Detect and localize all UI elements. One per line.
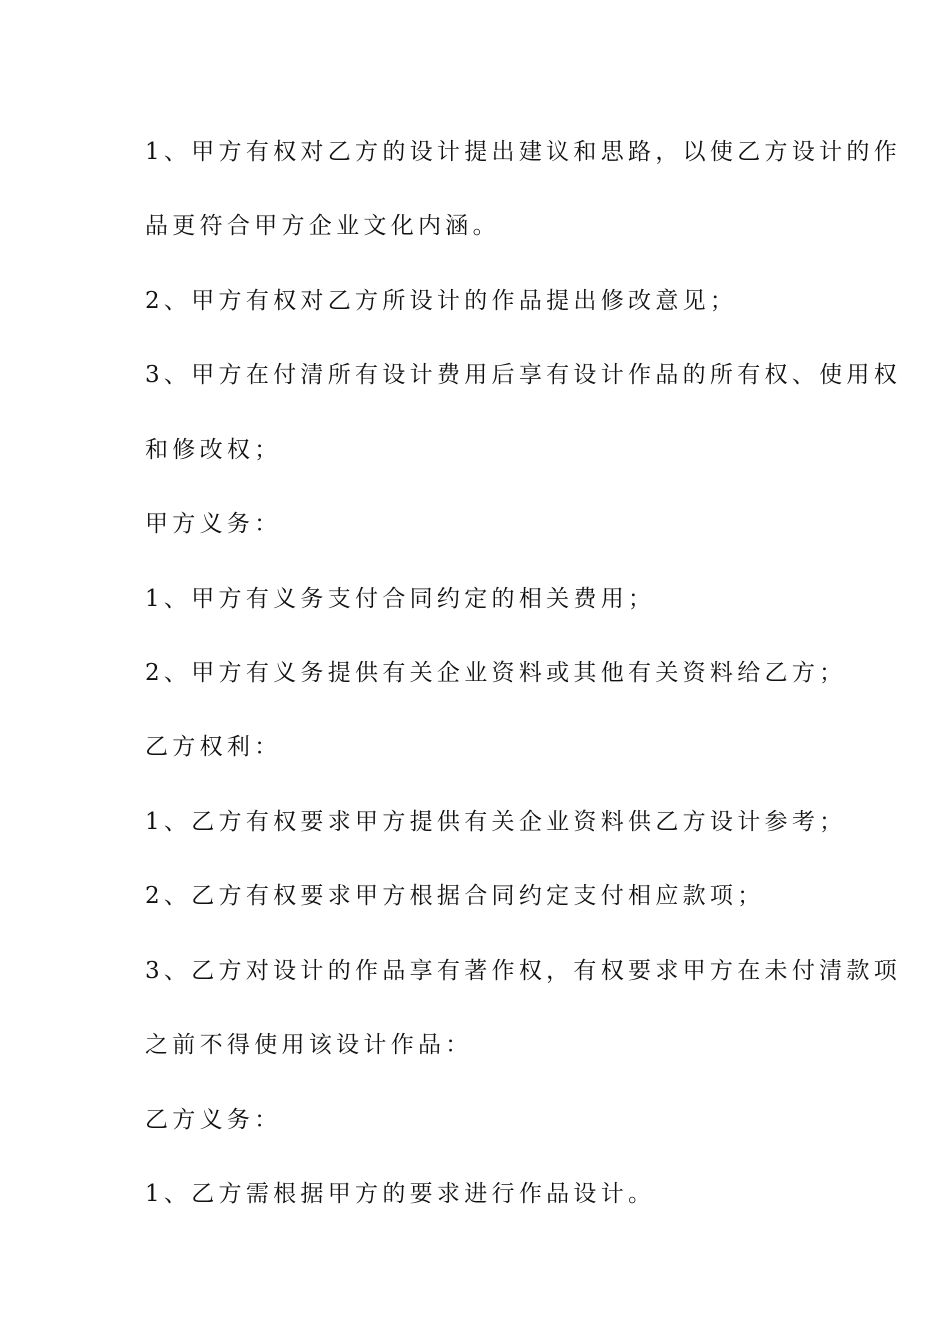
clause-party-a-right-1-line-2: 品更符合甲方企业文化内涵。	[145, 213, 500, 239]
section-heading-party-b-obligations: 乙方义务：	[145, 1107, 282, 1133]
clause-party-b-obligation-1: 1、乙方需根据甲方的要求进行作品设计。	[145, 1181, 656, 1207]
clause-party-b-right-2: 2、乙方有权要求甲方根据合同约定支付相应款项；	[145, 883, 765, 909]
clause-party-a-right-3-line-2: 和修改权；	[145, 437, 282, 463]
clause-party-a-right-2: 2、甲方有权对乙方所设计的作品提出修改意见；	[145, 288, 738, 314]
clause-party-a-obligation-2: 2、甲方有义务提供有关企业资料或其他有关资料给乙方；	[145, 660, 847, 686]
section-heading-party-b-rights: 乙方权利：	[145, 734, 282, 760]
clause-party-a-obligation-1: 1、甲方有义务支付合同约定的相关费用；	[145, 586, 656, 612]
section-heading-party-a-obligations: 甲方义务：	[145, 511, 282, 537]
clause-party-a-right-3-line-1: 3、甲方在付清所有设计费用后享有设计作品的所有权、使用权	[145, 362, 902, 388]
clause-party-a-right-1-line-1: 1、甲方有权对乙方的设计提出建议和思路，以使乙方设计的作	[145, 139, 902, 165]
clause-party-b-right-3-line-2: 之前不得使用该设计作品：	[145, 1032, 473, 1058]
clause-party-b-right-3-line-1: 3、乙方对设计的作品享有著作权，有权要求甲方在未付清款项	[145, 958, 902, 984]
clause-party-b-right-1: 1、乙方有权要求甲方提供有关企业资料供乙方设计参考；	[145, 809, 847, 835]
